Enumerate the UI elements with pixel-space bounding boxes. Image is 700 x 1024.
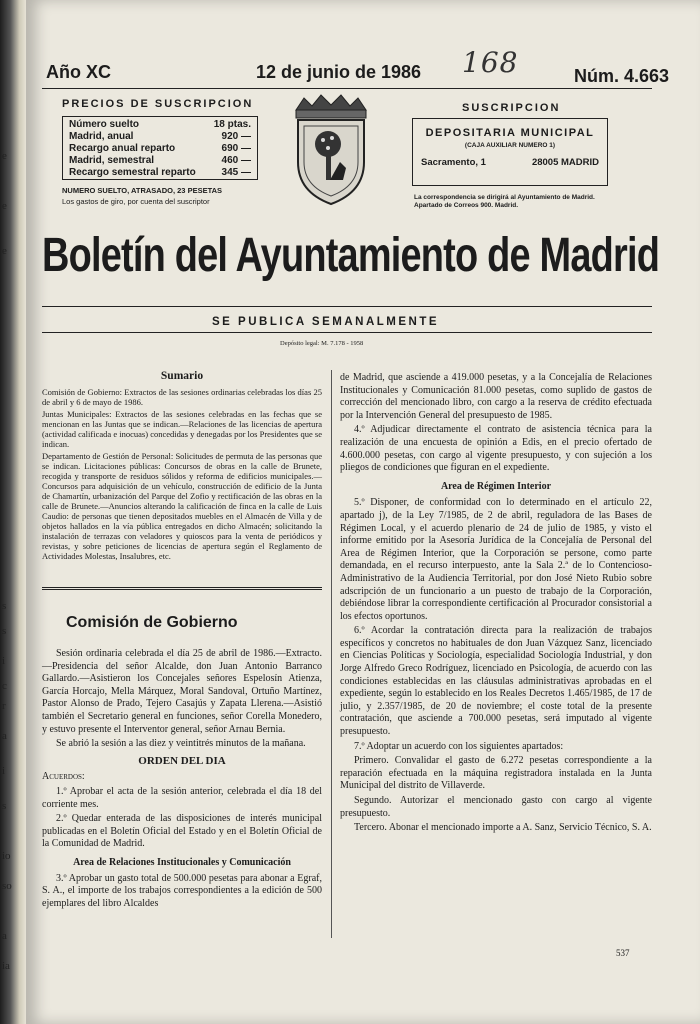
prices-note-2: Los gastos de giro, por cuenta del suscriptor — [62, 197, 210, 206]
price-row: Recargo semestral reparto 345 — — [69, 167, 251, 178]
continuation-paragraph: de Madrid, que asciende a 419.000 pesetas, y a la Concejalía de Relaciones Institucionales y Comunicación 81.000 pesetas, como suplido de gastos de corrección del mencionado libro, con cargo a la reserva de crédito efectuada por la Intervención General del presupuesto de 1985. — [340, 372, 652, 421]
apartado-paragraph: Primero. Convalidar el gasto de 6.272 pesetas correspondiente a la reparación efectuada en la máquina registradora instalada en la Junta Municipal del distrito de Villaverde. — [340, 755, 652, 792]
side-number: s — [2, 800, 7, 812]
masthead-subtitle: SE PUBLICA SEMANALMENTE — [212, 316, 440, 328]
side-number: r — [2, 700, 6, 712]
acuerdos-label: Acuerdos: — [42, 771, 85, 783]
orden-heading: ORDEN DEL DIA — [138, 754, 226, 767]
masthead-title: Boletín del Ayuntamiento de Madrid — [42, 229, 660, 282]
madrid-coat-of-arms-icon — [288, 92, 374, 210]
side-number: a — [2, 730, 7, 742]
newspaper-page — [26, 0, 700, 1024]
acuerdo-item: 4.º Adjudicar directamente el contrato de asistencia técnica para la realización de una encuesta de opinión a Edis, en el precio ofertado de 4.600.000 pesetas, con cargo al vigente presupuesto, y con sujeción a los pliegos de condiciones que figuran en el expediente. — [340, 424, 652, 474]
top-rule — [42, 88, 652, 89]
sumario-heading: Sumario — [160, 370, 204, 382]
subscription-address: Sacramento, 1 — [421, 157, 486, 168]
acuerdo-item: 2.º Quedar enterada de las disposiciones de interés municipal publicadas en el Boletín Oficial del Estado y en el Boletín Oficial de la Comunidad de Madrid. — [42, 813, 322, 850]
sumario-entry: Juntas Municipales: Extractos de las sesiones celebradas en las fechas que se mencionan en las Juntas que se indican.—Relaciones de las licencias de apertura (actividad calificada e inocuas) concedidas y denegadas por los Presidentes que se indican. — [42, 408, 322, 449]
subscription-box — [412, 118, 608, 186]
year-label: Año XC — [46, 62, 111, 82]
acuerdo-item: 5.º Disponer, de conformidad con lo determinado en el artículo 22, apartado j), de la Ley 7/1985, de 2 de abril, reguladora de las Bases de Régimen Local, y el acuerdo plenario de 24 de julio de 1985, y visto el informe emitido por la Asesoría Jurídica de la Concejalía de Personal del Area de Régimen Interior, que la Corporación se persone, como parte demandada, en el recurso interpuesto, ante la Sala 2.ª de lo Contencioso-Administrativo de la Audiencia Territorial, por don José Nieto Rubio sobre adscripción de un funcionario a un puesto de trabajo de la Corporación, debiéndose librar la correspondiente certificación al Procurador consistorial a los efectos oportunos. — [340, 497, 652, 622]
side-number: io — [2, 850, 11, 862]
side-number: i — [2, 765, 6, 777]
subscription-title: SUSCRIPCION — [462, 102, 561, 114]
subscription-office: DEPOSITARIA MUNICIPAL — [425, 127, 595, 139]
sumario-entry: Departamento de Gestión de Personal: Solicitudes de permuta de las personas que se indican. Licitaciones públicas: Concursos de obras en la calle de Brunete, recogida y transporte de residuos sólidos y reforma de edificios municipales.—Concursos para adquisición de un vehículo, construcción de edificio de la Junta de Chamartín, urbanización del Parque del Zofio y rectificación de las obras en la calle de Brunete.—Anuncios alterando la calificación de finca en la calle de Luis Caudio: de personas que tienen depositados muebles en el Almacén de Villa y de objetos hallados en la vía pública entregados en dicho Almacén; solicitando la instalación de terrazas con veladores y quioscos para la venta de periódicos y revistas, y sobre peticiones de licencias de apertura según el Reglamento de Actividades Molestas, Insalubres, etc. — [42, 450, 322, 561]
right-column — [340, 372, 652, 837]
side-number: so — [2, 880, 12, 892]
acuerdo-item: 3.º Aprobar un gasto total de 500.000 pesetas para abonar a Egraf, S. A., el importe de los trabajos correspondientes a la edición de 500 ejemplares del libro Alcaldes — [42, 872, 322, 909]
price-row: Madrid, semestral 460 — — [69, 155, 251, 166]
subscription-note: La correspondencia se dirigirá al Ayuntamiento de Madrid. Apartado de Correos 900. Madrid. — [414, 194, 595, 209]
comision-heading: Comisión de Gobierno — [66, 614, 238, 631]
price-row: Número suelto 18 ptas. — [69, 119, 251, 130]
session-paragraph: Sesión ordinaria celebrada el día 25 de abril de 1986.—Extracto.—Presidencia del señor Alcalde, don Juan Antonio Barranco Gallardo.—Asistieron los Concejales señores Espelosín Atienza, García Horcajo, Mella Márquez, Moral Sandoval, Ortuño Martínez, Pastor Alonso de Prado, Tejero Casajús y Zapata Llerena.—Asistió también el Secretario general en funciones, señor Corella Monedero, y estuvo presente el Interventor general, señor Arnau Bernia. — [42, 648, 322, 735]
prices-title: PRECIOS DE SUSCRIPCION — [62, 98, 254, 110]
handwritten-number: 168 — [462, 46, 519, 79]
subscription-city: 28005 MADRID — [531, 157, 599, 168]
issue-date: 12 de junio de 1986 — [256, 62, 422, 82]
column-divider — [331, 370, 332, 938]
subscription-caja: (CAJA AUXILIAR NUMERO 1) — [464, 142, 556, 149]
comision-column — [42, 614, 322, 912]
issue-number: Núm. 4.663 — [574, 66, 670, 86]
prices-box — [62, 116, 258, 180]
masthead-rule-bottom — [42, 332, 652, 333]
sumario-entry: Comisión de Gobierno: Extractos de las sesiones ordinarias celebradas los días 25 de abril y 6 de mayo de 1986. — [42, 386, 322, 407]
side-number: i — [2, 655, 6, 667]
side-number: c — [2, 680, 7, 692]
price-row: Recargo anual reparto 690 — — [69, 143, 251, 154]
price-row: Madrid, anual 920 — — [69, 131, 251, 142]
prices-note-1: NUMERO SUELTO, ATRASADO, 23 PESETAS — [62, 186, 223, 195]
side-number: s — [2, 600, 7, 612]
masthead-rule-top — [42, 306, 652, 307]
side-number: s — [2, 625, 7, 637]
acuerdo-item: 7.º Adoptar un acuerdo con los siguientes apartados: — [354, 740, 564, 752]
side-number: ia — [2, 960, 10, 972]
side-number: e — [2, 200, 7, 212]
side-number: a — [2, 930, 7, 942]
opening-paragraph: Se abrió la sesión a las diez y veintitrés minutos de la mañana. — [56, 738, 306, 750]
area-heading: Area de Relaciones Institucionales y Comunicación — [73, 856, 291, 868]
area-heading: Area de Régimen Interior — [440, 480, 552, 492]
legal-deposit: Depósito legal: M. 7.178 - 1958 — [280, 340, 364, 347]
left-column — [42, 370, 322, 563]
acuerdo-item: 6.º Acordar la contratación directa para la realización de trabajos específicos y concretos no habituales de don Juan Vázquez Sanz, licenciado en Ciencias Políticas y Sociología, especialidad Sociología Industrial, y don Jorge Alfredo Greco Rodríguez, licenciado en Psicología, de acuerdo con las condiciones establecidas en las cláusulas administrativas aprobadas en el expediente, según lo establecido en los Reales Decretos 1.465/1985, de 17 de julio, y 2.357/1985, de 20 de noviembre; el coste total de la presente contratación, que asciende a 700.000 pesetas, será imputado al vigente presupuesto. — [340, 625, 652, 738]
side-number: e — [2, 245, 7, 257]
apartado-paragraph: Tercero. Abonar el mencionado importe a A. Sanz, Servicio Técnico, S. A. — [354, 822, 652, 834]
section-rule — [42, 587, 322, 590]
acuerdo-item: 1.º Aprobar el acta de la sesión anterior, celebrada el día 18 del corriente mes. — [42, 785, 322, 810]
page-number: 537 — [616, 948, 630, 958]
apartado-paragraph: Segundo. Autorizar el mencionado gasto con cargo al vigente presupuesto. — [340, 795, 652, 819]
side-number: e — [2, 150, 7, 162]
